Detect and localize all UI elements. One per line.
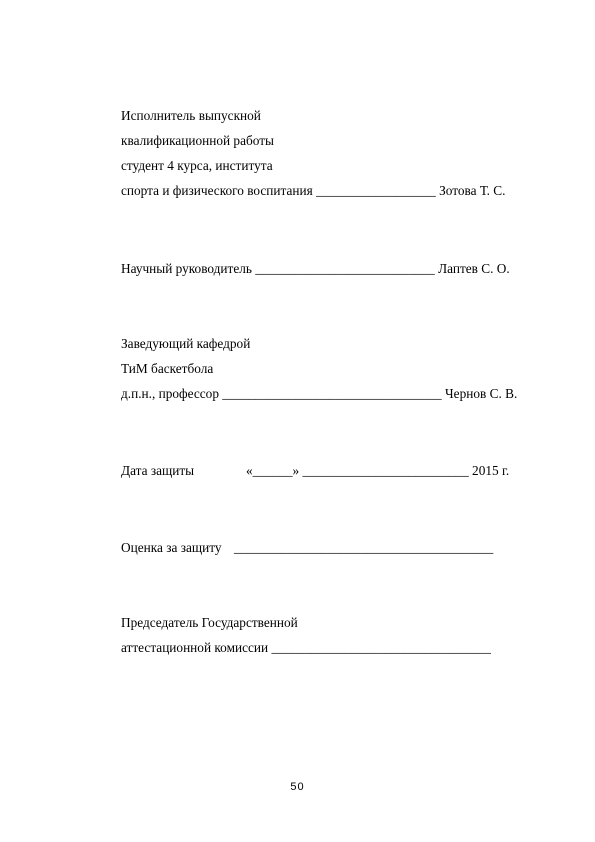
executor-line-1: Исполнитель выпускной — [121, 108, 261, 123]
head-line-2: ТиМ баскетбола — [121, 361, 214, 376]
commission-line-1: Председатель Государственной — [121, 615, 298, 630]
page-number: 50 — [290, 781, 305, 793]
grade-value: _______________________________________ — [234, 540, 494, 555]
executor-signature-line: спорта и физического воспитания __________________ Зотова Т. С. — [121, 183, 506, 198]
defense-date-value: «______» _________________________ 2015 г. — [246, 463, 510, 478]
executor-line-2: квалификационной работы — [121, 133, 274, 148]
grade-label: Оценка за защиту — [121, 540, 222, 555]
head-signature-line: д.п.н., профессор _________________________________ Чернов С. В. — [121, 386, 518, 401]
head-line-1: Заведующий кафедрой — [121, 336, 251, 351]
supervisor-signature-line: Научный руководитель ___________________________ Лаптев С. О. — [121, 261, 510, 276]
commission-signature-line: аттестационной комиссии _________________________________ — [121, 640, 491, 655]
defense-date-label: Дата защиты — [121, 463, 195, 478]
executor-line-3: студент 4 курса, института — [121, 158, 273, 173]
